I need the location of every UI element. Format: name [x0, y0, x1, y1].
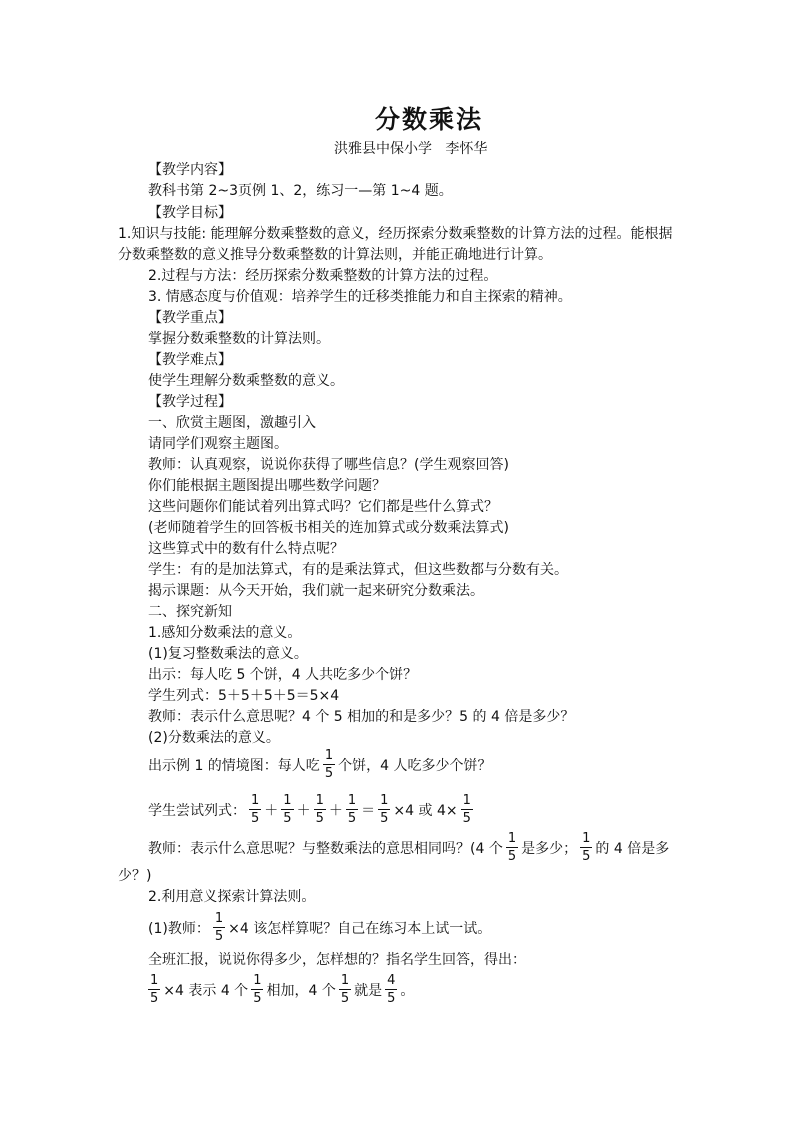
- paragraph: 你们能根据主题图提出哪些数学问题？: [148, 478, 386, 494]
- fraction-one-fifth: $\frac{1}{5}$: [251, 793, 260, 826]
- paragraph-example1: 出示例 1 的情境图：每人吃 $\frac{1}{5}$ 个饼，4 人吃多少个饼？: [148, 748, 492, 781]
- paragraph: 这些算式中的数有什么特点呢？: [148, 541, 344, 557]
- paragraph-trial-formula: 学生尝试列式： $\frac{1}{5}$ ＋ $\frac{1}{5}$ ＋ $\frac{1}{5}$ ＋ $\frac{1}{5}$ ＝ $\frac{1}{5}$ ×4 或 4× $\frac{1}{5}$: [148, 793, 471, 826]
- fraction-one-fifth: $\frac{1}{5}$: [347, 793, 357, 826]
- paragraph: 分数乘整数的意义推导分数乘整数的计算法则，并能正确地进行计算。: [118, 247, 552, 263]
- paragraph: (1)复习整数乘法的意义。: [148, 646, 308, 662]
- fraction-one-fifth: $\frac{1}{5}$: [462, 793, 471, 826]
- fraction-one-fifth: $\frac{1}{5}$: [214, 911, 224, 944]
- paragraph: 使学生理解分数乘整数的意义。: [148, 373, 344, 389]
- fraction-one-fifth: $\frac{1}{5}$: [283, 793, 292, 826]
- paragraph: 学生列式：5＋5＋5＋5＝5×4: [148, 688, 340, 704]
- paragraph: 掌握分数乘整数的计算法则。: [148, 331, 330, 347]
- fraction-one-fifth: $\frac{1}{5}$: [324, 748, 334, 781]
- section-heading: 【教学内容】: [148, 162, 232, 178]
- paragraph: 全班汇报，说说你得多少，怎样想的？指名学生回答，得出：: [148, 952, 526, 968]
- paragraph: 教科书第 2~3页例 1、2，练习一—第 1~4 题。: [148, 183, 453, 199]
- paragraph: 教师：表示什么意思呢？4 个 5 相加的和是多少？5 的 4 倍是多少？: [148, 709, 575, 725]
- fraction-one-fifth: $\frac{1}{5}$: [380, 793, 389, 826]
- paragraph: 2.利用意义探索计算法则。: [148, 889, 316, 905]
- fraction-one-fifth: $\frac{1}{5}$: [582, 831, 591, 864]
- paragraph: 2.过程与方法：经历探索分数乘整数的计算方法的过程。: [148, 268, 498, 284]
- fraction-four-fifths: $\frac{4}{5}$: [387, 973, 396, 1006]
- paragraph: 1.知识与技能: 能理解分数乘整数的意义，经历探索分数乘整数的计算方法的过程。能根据: [118, 226, 673, 242]
- paragraph: (老师随着学生的回答板书相关的连加算式或分数乘法算式): [148, 520, 509, 536]
- fraction-one-fifth: $\frac{1}{5}$: [253, 973, 262, 1006]
- paragraph-conclusion: $\frac{1}{5}$ ×4 表示 4 个 $\frac{1}{5}$ 相加，4 个 $\frac{1}{5}$ 就是 $\frac{4}{5}$ 。: [150, 973, 415, 1006]
- paragraph: 请同学们观察主题图。: [148, 436, 288, 452]
- paragraph: 这些问题你们能试着列出算式吗？它们都是些什么算式？: [148, 499, 498, 515]
- paragraph: 少？): [118, 868, 152, 884]
- fraction-one-fifth: $\frac{1}{5}$: [150, 973, 159, 1006]
- fraction-one-fifth: $\frac{1}{5}$: [340, 973, 350, 1006]
- paragraph: 一、欣赏主题图，激趣引入: [148, 415, 316, 431]
- section-heading: 【教学难点】: [148, 352, 232, 368]
- section-heading: 【教学目标】: [148, 205, 232, 221]
- paragraph-teacher-question: 教师：表示什么意思呢？与整数乘法的意思相同吗？(4 个 $\frac{1}{5}$ 是多少； $\frac{1}{5}$ 的 4 倍是多: [148, 831, 670, 864]
- paragraph: 教师：认真观察，说说你获得了哪些信息？(学生观察回答): [148, 457, 509, 473]
- paragraph: 揭示课题：从今天开始，我们就一起来研究分数乘法。: [148, 583, 484, 599]
- section-heading: 【教学重点】: [148, 310, 232, 326]
- document-title: 分数乘法: [374, 105, 483, 134]
- paragraph: 出示：每人吃 5 个饼，4 人共吃多少个饼？: [148, 667, 418, 683]
- paragraph: 1.感知分数乘法的意义。: [148, 625, 302, 641]
- paragraph-step1: (1)教师： $\frac{1}{5}$ ×4 该怎样算呢？自己在练习本上试一试。: [148, 911, 492, 944]
- fraction-one-fifth: $\frac{1}{5}$: [315, 793, 324, 826]
- paragraph: 二、探究新知: [148, 604, 232, 620]
- paragraph: (2)分数乘法的意义。: [148, 730, 280, 746]
- paragraph: 学生：有的是加法算式，有的是乘法算式，但这些数都与分数有关。: [148, 562, 568, 578]
- author-line: 洪雅县中保小学 李怀华: [334, 141, 488, 157]
- fraction-one-fifth: $\frac{1}{5}$: [507, 831, 517, 864]
- paragraph: 3. 情感态度与价值观：培养学生的迁移类推能力和自主探索的精神。: [148, 289, 572, 305]
- section-heading: 【教学过程】: [148, 394, 232, 410]
